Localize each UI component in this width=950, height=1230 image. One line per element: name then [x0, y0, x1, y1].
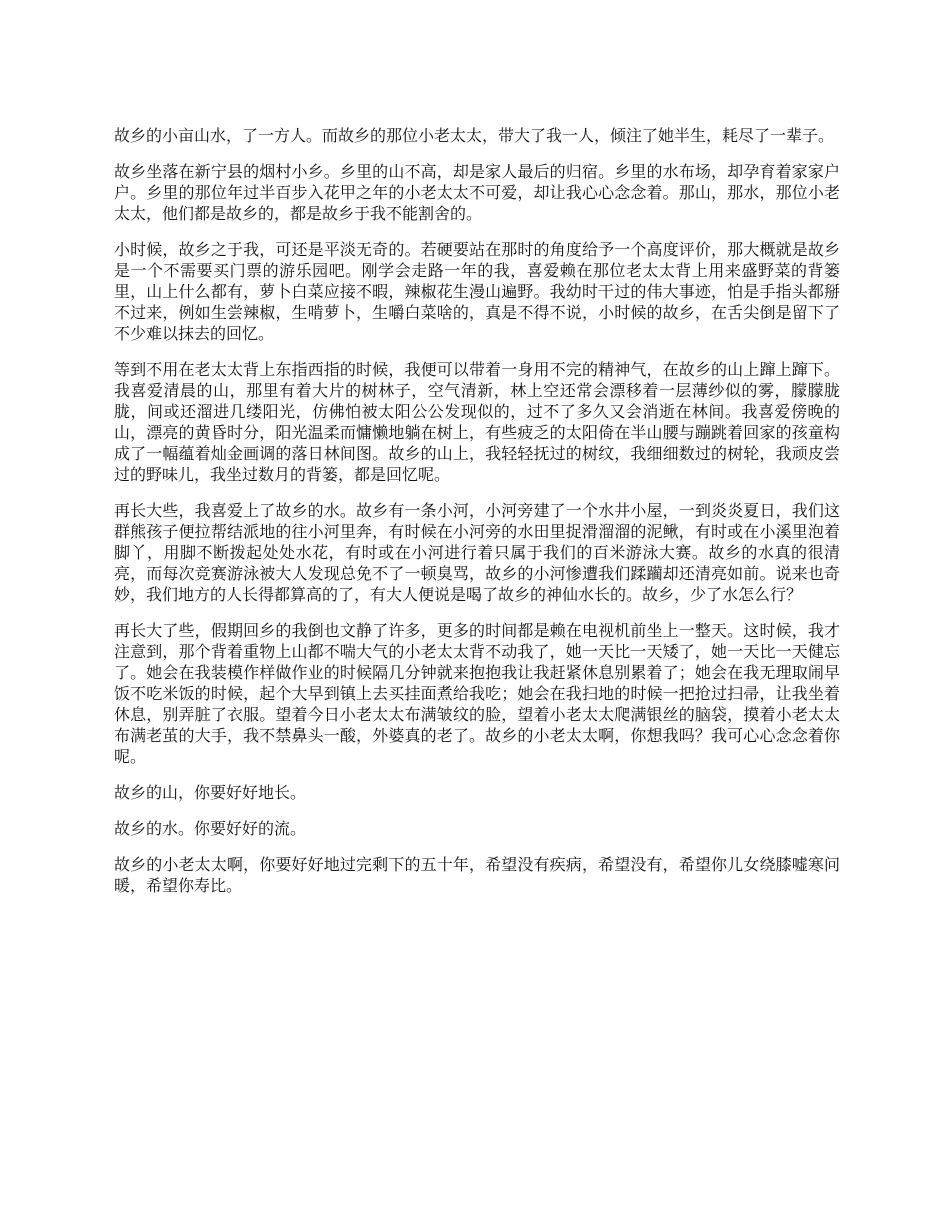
- paragraph-9: 故乡的小老太太啊，你要好好地过完剩下的五十年，希望没有疾病，希望没有，希望你儿女绕膝嘘寒问暖，希望你寿比。: [114, 855, 840, 895]
- paragraph-8: 故乡的水。你要好好的流。: [114, 819, 307, 838]
- paragraph-2: 故乡坐落在新宁县的烟村小乡。乡里的山不高，却是家人最后的归宿。乡里的水布场，却孕育着家家户户。乡里的那位年过半百步入花甲之年的小老太太不可爱，却让我心心念念着。那山，那水，那位小老太太，他们都是故乡的，都是故乡于我不能割舍的。: [114, 162, 840, 223]
- paragraph-5: 再长大些，我喜爱上了故乡的水。故乡有一条小河，小河旁建了一个水井小屋，一到炎炎夏日，我们这群熊孩子便拉帮结派地的往小河里奔，有时候在小河旁的水田里捉滑溜溜的泥鳅，有时或在小溪里泡着脚丫，用脚不断拨起处处水花，有时或在小河进行着只属于我们的百米游泳大赛。故乡的水真的很清亮，而每次竞赛游泳被大人发现总免不了一顿臭骂，故乡的小河惨遭我们蹂躏却还清亮如前。说来也奇妙，我们地方的人长得都算高的了，有大人便说是喝了故乡的神仙水长的。故乡，少了水怎么行？: [114, 501, 840, 604]
- paragraph-7: 故乡的山，你要好好地长。: [114, 783, 307, 802]
- paragraph-4: 等到不用在老太太背上东指西指的时候，我便可以带着一身用不完的精神气，在故乡的山上蹿上蹿下。我喜爱清晨的山，那里有着大片的树林子，空气清新，林上空还常会漂移着一层薄纱似的雾，朦朦胧胧，间或还溜进几缕阳光，仿佛怕被太阳公公发现似的，过不了多久又会消逝在林间。我喜爱傍晚的山，漂亮的黄昏时分，阳光温柔而慵懒地躺在树上，有些疲乏的太阳倚在半山腰与蹦跳着回家的孩童构成了一幅蕴着灿金画调的落日林间图。故乡的山上，我轻轻抚过的树纹，我细细数过的树轮，我顽皮尝过的野味儿，我坐过数月的背篓，都是回忆呢。: [114, 360, 840, 484]
- paragraph-6: 再长大了些，假期回乡的我倒也文静了许多，更多的时间都是赖在电视机前坐上一整天。这时候，我才注意到，那个背着重物上山都不喘大气的小老太太背不动我了，她一天比一天矮了，她一天比一天健忘了。她会在我装模作样做作业的时候隔几分钟就来抱抱我让我赶紧休息别累着了；她会在我无理取闹早饭不吃米饭的时候，起个大早到镇上去买挂面煮给我吃；她会在我扫地的时候一把抢过扫帚，让我坐着休息，别弄脏了衣服。望着今日小老太太布满皱纹的脸，望着小老太太爬满银丝的脑袋，摸着小老太太布满老茧的大手，我不禁鼻头一酸，外婆真的老了。故乡的小老太太啊，你想我吗？我可心心念念着你呢。: [114, 621, 840, 766]
- paragraph-3: 小时候，故乡之于我，可还是平淡无奇的。若硬要站在那时的角度给予一个高度评价，那大概就是故乡是一个不需要买门票的游乐园吧。刚学会走路一年的我，喜爱赖在那位老太太背上用来盛野菜的背篓里，山上什么都有，萝卜白菜应接不暇，辣椒花生漫山遍野。我幼时干过的伟大事迹，怕是手指头都掰不过来，例如生尝辣椒，生啃萝卜，生嚼白菜啥的，真是不得不说，小时候的故乡，在舌尖倒是留下了不少难以抹去的回忆。: [114, 240, 840, 343]
- document-body: [114, 125, 840, 911]
- paragraph-1: 故乡的小亩山水，了一方人。而故乡的那位小老太太，带大了我一人，倾注了她半生，耗尽了一辈子。: [114, 126, 835, 145]
